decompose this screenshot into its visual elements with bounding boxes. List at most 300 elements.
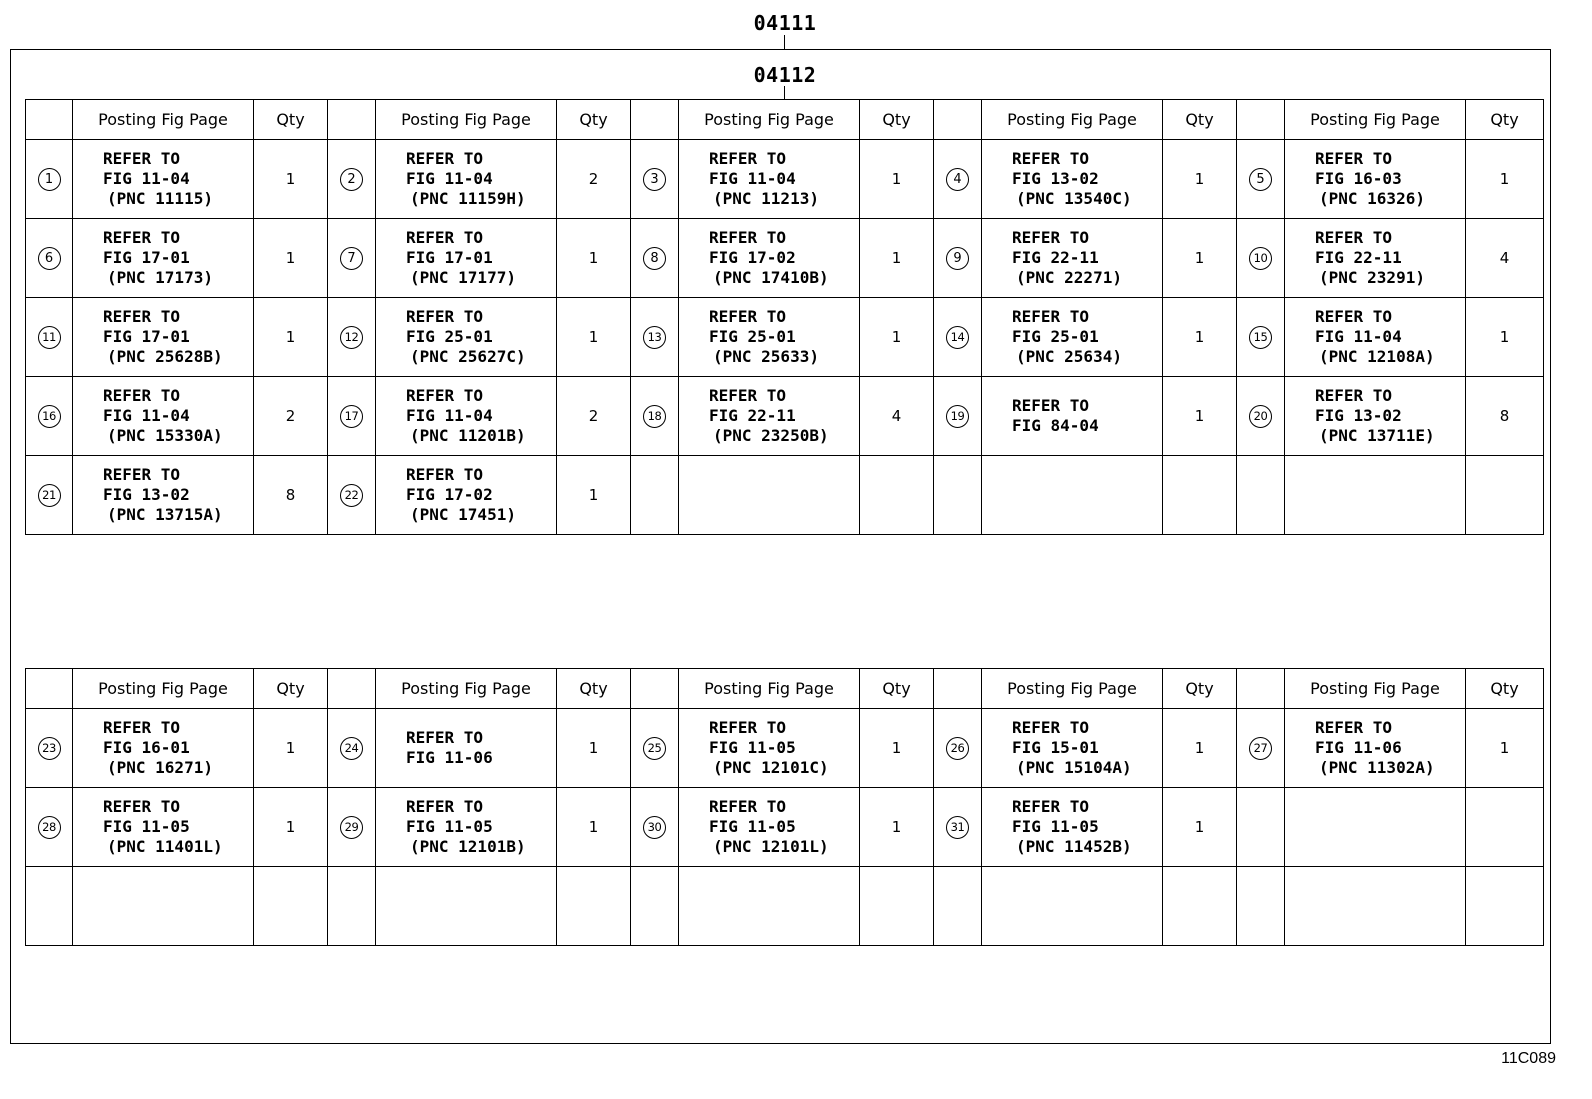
fig-reference: FIG 11-04 (406, 406, 493, 425)
posting-fig-cell (376, 298, 557, 377)
posting-fig-cell (982, 456, 1163, 535)
item-number-cell (328, 709, 376, 788)
item-number-cell (1237, 456, 1285, 535)
item-number-badge: 27 (1249, 737, 1272, 760)
refer-to-text: REFER TO (1012, 149, 1090, 168)
qty-cell (1466, 788, 1544, 867)
header-posting-fig-page: Posting Fig Page (679, 100, 860, 140)
posting-fig-cell (1285, 298, 1466, 377)
posting-fig-cell (73, 140, 254, 219)
item-number-badge: 18 (643, 405, 666, 428)
header-number-cell (328, 669, 376, 709)
refer-to-text: REFER TO (709, 797, 787, 816)
fig-reference: FIG 15-01 (1012, 738, 1099, 757)
posting-fig-cell (376, 788, 557, 867)
posting-fig-cell (1285, 140, 1466, 219)
pnc-reference: (PNC 25628B) (107, 347, 223, 366)
qty-value: 1 (588, 249, 599, 267)
qty-cell (1466, 298, 1544, 377)
pnc-reference: (PNC 17177) (410, 268, 516, 287)
pnc-reference: (PNC 11201B) (410, 426, 526, 445)
refer-to-text: REFER TO (709, 307, 787, 326)
qty-cell (254, 377, 328, 456)
item-number-badge: 22 (340, 484, 363, 507)
figure-code: 11C089 (1501, 1050, 1556, 1067)
header-number-cell (631, 100, 679, 140)
posting-fig-cell (73, 219, 254, 298)
fig-reference: FIG 25-01 (406, 327, 493, 346)
posting-fig-cell (982, 140, 1163, 219)
item-number-cell (328, 377, 376, 456)
posting-fig-cell (679, 456, 860, 535)
item-number-cell (328, 788, 376, 867)
pnc-reference: (PNC 15330A) (107, 426, 223, 445)
qty-cell (557, 219, 631, 298)
qty-value: 1 (1194, 818, 1205, 836)
item-number-cell (934, 709, 982, 788)
qty-cell (557, 709, 631, 788)
qty-value: 1 (891, 249, 902, 267)
qty-value: 1 (588, 486, 599, 504)
header-number-cell (26, 100, 73, 140)
item-number-badge: 19 (946, 405, 969, 428)
fig-reference: FIG 25-01 (1012, 327, 1099, 346)
item-number-badge: 29 (340, 816, 363, 839)
posting-fig-cell (679, 709, 860, 788)
pnc-reference: (PNC 11401L) (107, 837, 223, 856)
refer-to-text: REFER TO (406, 228, 484, 247)
pnc-reference: (PNC 25627C) (410, 347, 526, 366)
refer-to-text: REFER TO (709, 718, 787, 737)
posting-fig-cell (679, 377, 860, 456)
item-number-cell (328, 456, 376, 535)
posting-fig-cell (1285, 788, 1466, 867)
refer-to-text: REFER TO (103, 228, 181, 247)
pnc-reference: (PNC 16271) (107, 758, 213, 777)
item-number-badge: 30 (643, 816, 666, 839)
posting-fig-cell (73, 298, 254, 377)
posting-fig-cell (73, 788, 254, 867)
item-number-cell (934, 219, 982, 298)
refer-to-text: REFER TO (406, 797, 484, 816)
qty-cell (254, 867, 328, 946)
fig-reference: FIG 11-06 (406, 748, 493, 767)
qty-value: 1 (588, 328, 599, 346)
item-number-cell (1237, 377, 1285, 456)
posting-fig-cell (679, 788, 860, 867)
item-number-cell (631, 377, 679, 456)
qty-value: 1 (285, 249, 296, 267)
item-number-cell (934, 377, 982, 456)
pnc-reference: (PNC 11115) (107, 189, 213, 208)
item-number-badge: 31 (946, 816, 969, 839)
qty-cell (860, 709, 934, 788)
posting-fig-cell (1285, 867, 1466, 946)
fig-reference: FIG 11-05 (103, 817, 190, 836)
fig-reference: FIG 11-04 (103, 169, 190, 188)
refer-to-text: REFER TO (406, 728, 484, 747)
header-posting-fig-page: Posting Fig Page (73, 669, 254, 709)
item-number-cell (934, 456, 982, 535)
header-number-cell (934, 100, 982, 140)
refer-to-text: REFER TO (1012, 718, 1090, 737)
qty-cell (1163, 456, 1237, 535)
refer-to-text: REFER TO (406, 307, 484, 326)
refer-to-text: REFER TO (1012, 797, 1090, 816)
fig-reference: FIG 13-02 (103, 485, 190, 504)
posting-fig-cell (376, 219, 557, 298)
refer-to-text: REFER TO (103, 797, 181, 816)
item-number-badge: 13 (643, 326, 666, 349)
refer-to-text: REFER TO (103, 465, 181, 484)
item-number-cell (328, 140, 376, 219)
header-qty: Qty (557, 100, 631, 140)
fig-reference: FIG 11-04 (709, 169, 796, 188)
qty-cell (557, 140, 631, 219)
qty-value: 1 (1194, 249, 1205, 267)
qty-value: 1 (1499, 739, 1510, 757)
refer-to-text: REFER TO (709, 149, 787, 168)
fig-reference: FIG 22-11 (709, 406, 796, 425)
qty-value: 1 (1499, 170, 1510, 188)
qty-value: 4 (1499, 249, 1510, 267)
item-number-cell (26, 298, 73, 377)
item-number-badge: 10 (1249, 247, 1272, 270)
header-posting-fig-page: Posting Fig Page (679, 669, 860, 709)
header-number-cell (328, 100, 376, 140)
qty-value: 1 (891, 328, 902, 346)
pnc-reference: (PNC 23291) (1319, 268, 1425, 287)
qty-cell (557, 377, 631, 456)
pnc-reference: (PNC 13711E) (1319, 426, 1435, 445)
qty-cell (860, 377, 934, 456)
item-number-badge: 15 (1249, 326, 1272, 349)
pnc-reference: (PNC 11452B) (1016, 837, 1132, 856)
fig-reference: FIG 17-02 (709, 248, 796, 267)
posting-fig-cell (679, 298, 860, 377)
qty-value: 1 (1194, 739, 1205, 757)
qty-cell (1163, 788, 1237, 867)
item-number-badge: 4 (946, 168, 969, 191)
header-qty: Qty (860, 669, 934, 709)
qty-cell (557, 867, 631, 946)
qty-value: 2 (588, 407, 599, 425)
fig-reference: FIG 13-02 (1315, 406, 1402, 425)
header-number-cell (26, 669, 73, 709)
table-row (26, 298, 1544, 377)
refer-to-text: REFER TO (103, 718, 181, 737)
item-number-badge: 2 (340, 168, 363, 191)
qty-cell (860, 867, 934, 946)
qty-value: 1 (588, 739, 599, 757)
posting-fig-cell (679, 867, 860, 946)
posting-fig-cell (982, 298, 1163, 377)
fig-reference: FIG 22-11 (1012, 248, 1099, 267)
header-number-cell (1237, 669, 1285, 709)
table-row (26, 377, 1544, 456)
fig-reference: FIG 11-06 (1315, 738, 1402, 757)
header-qty: Qty (254, 669, 328, 709)
item-number-cell (1237, 867, 1285, 946)
fig-reference: FIG 22-11 (1315, 248, 1402, 267)
pnc-reference: (PNC 15104A) (1016, 758, 1132, 777)
item-number-cell (1237, 788, 1285, 867)
pnc-reference: (PNC 12108A) (1319, 347, 1435, 366)
item-number-badge: 9 (946, 247, 969, 270)
qty-cell (1466, 219, 1544, 298)
fig-reference: FIG 17-01 (103, 327, 190, 346)
item-number-badge: 7 (340, 247, 363, 270)
header-qty: Qty (1163, 669, 1237, 709)
table-row (26, 140, 1544, 219)
posting-fig-cell (982, 219, 1163, 298)
pnc-reference: (PNC 13540C) (1016, 189, 1132, 208)
qty-cell (254, 219, 328, 298)
item-number-badge: 24 (340, 737, 363, 760)
item-number-cell (1237, 709, 1285, 788)
qty-value: 1 (1194, 328, 1205, 346)
item-number-badge: 3 (643, 168, 666, 191)
item-number-cell (26, 456, 73, 535)
fig-reference: FIG 16-01 (103, 738, 190, 757)
table-row (26, 867, 1544, 946)
pnc-reference: (PNC 12101C) (713, 758, 829, 777)
table-row (26, 219, 1544, 298)
refer-to-text: REFER TO (1012, 396, 1090, 415)
refer-to-text: REFER TO (406, 386, 484, 405)
qty-cell (1466, 377, 1544, 456)
header-posting-fig-page: Posting Fig Page (376, 669, 557, 709)
item-number-badge: 20 (1249, 405, 1272, 428)
item-number-cell (1237, 219, 1285, 298)
item-number-cell (1237, 140, 1285, 219)
pnc-reference: (PNC 25634) (1016, 347, 1122, 366)
pnc-reference: (PNC 13715A) (107, 505, 223, 524)
fig-reference: FIG 11-04 (1315, 327, 1402, 346)
item-number-badge: 14 (946, 326, 969, 349)
qty-value: 1 (891, 739, 902, 757)
item-number-badge: 17 (340, 405, 363, 428)
pnc-reference: (PNC 23250B) (713, 426, 829, 445)
item-number-cell (631, 219, 679, 298)
qty-cell (1163, 867, 1237, 946)
header-qty: Qty (1163, 100, 1237, 140)
item-number-cell (26, 709, 73, 788)
qty-cell (860, 140, 934, 219)
qty-value: 1 (588, 818, 599, 836)
item-number-badge: 21 (38, 484, 61, 507)
refer-to-text: REFER TO (1315, 718, 1393, 737)
pnc-reference: (PNC 22271) (1016, 268, 1122, 287)
posting-fig-cell (73, 709, 254, 788)
header-posting-fig-page: Posting Fig Page (1285, 669, 1466, 709)
qty-value: 1 (891, 170, 902, 188)
header-row (26, 100, 1544, 140)
item-number-badge: 26 (946, 737, 969, 760)
item-number-cell (934, 788, 982, 867)
table-row (26, 456, 1544, 535)
item-number-cell (631, 867, 679, 946)
qty-cell (860, 456, 934, 535)
posting-fig-cell (73, 867, 254, 946)
item-number-badge: 6 (38, 247, 61, 270)
posting-fig-cell (376, 867, 557, 946)
pnc-reference: (PNC 11302A) (1319, 758, 1435, 777)
top-ref-leader (784, 35, 785, 49)
qty-value: 2 (285, 407, 296, 425)
qty-cell (254, 298, 328, 377)
header-number-cell (934, 669, 982, 709)
posting-fig-cell (376, 140, 557, 219)
header-qty: Qty (1466, 669, 1544, 709)
qty-value: 1 (891, 818, 902, 836)
posting-fig-cell (982, 867, 1163, 946)
item-number-badge: 12 (340, 326, 363, 349)
item-number-cell (631, 456, 679, 535)
qty-value: 1 (1499, 328, 1510, 346)
qty-cell (1466, 140, 1544, 219)
qty-value: 1 (1194, 407, 1205, 425)
refer-to-text: REFER TO (1315, 228, 1393, 247)
fig-reference: FIG 17-01 (406, 248, 493, 267)
qty-cell (1466, 867, 1544, 946)
fig-reference: FIG 25-01 (709, 327, 796, 346)
posting-fig-cell (1285, 377, 1466, 456)
qty-cell (1466, 456, 1544, 535)
refer-to-text: REFER TO (709, 228, 787, 247)
posting-fig-cell (73, 377, 254, 456)
table-row (26, 788, 1544, 867)
posting-fig-cell (376, 709, 557, 788)
fig-reference: FIG 13-02 (1012, 169, 1099, 188)
refer-to-text: REFER TO (1012, 307, 1090, 326)
item-number-cell (631, 788, 679, 867)
fig-reference: FIG 11-05 (709, 817, 796, 836)
item-number-badge: 1 (38, 168, 61, 191)
posting-table-1 (25, 99, 1544, 535)
pnc-reference: (PNC 11159H) (410, 189, 526, 208)
item-number-badge: 8 (643, 247, 666, 270)
header-qty: Qty (557, 669, 631, 709)
header-number-cell (631, 669, 679, 709)
pnc-reference: (PNC 17451) (410, 505, 516, 524)
item-number-cell (934, 867, 982, 946)
fig-reference: FIG 11-04 (103, 406, 190, 425)
qty-value: 8 (1499, 407, 1510, 425)
top-ref-label: 04111 (753, 11, 817, 35)
qty-value: 2 (588, 170, 599, 188)
item-number-cell (934, 298, 982, 377)
pnc-reference: (PNC 16326) (1319, 189, 1425, 208)
item-number-cell (1237, 298, 1285, 377)
item-number-cell (934, 140, 982, 219)
posting-fig-cell (982, 709, 1163, 788)
item-number-cell (26, 867, 73, 946)
item-number-cell (328, 298, 376, 377)
refer-to-text: REFER TO (1315, 149, 1393, 168)
qty-cell (254, 709, 328, 788)
item-number-cell (26, 377, 73, 456)
posting-fig-cell (679, 140, 860, 219)
qty-value: 1 (1194, 170, 1205, 188)
item-number-cell (328, 867, 376, 946)
item-number-badge: 25 (643, 737, 666, 760)
header-row (26, 669, 1544, 709)
qty-cell (1163, 377, 1237, 456)
qty-cell (860, 788, 934, 867)
qty-cell (557, 788, 631, 867)
item-number-badge: 11 (38, 326, 61, 349)
item-number-cell (328, 219, 376, 298)
qty-value: 4 (891, 407, 902, 425)
header-posting-fig-page: Posting Fig Page (982, 100, 1163, 140)
pnc-reference: (PNC 25633) (713, 347, 819, 366)
inner-ref-leader (784, 86, 785, 99)
pnc-reference: (PNC 11213) (713, 189, 819, 208)
item-number-cell (26, 140, 73, 219)
posting-fig-cell (1285, 219, 1466, 298)
qty-value: 1 (285, 818, 296, 836)
posting-fig-cell (73, 456, 254, 535)
item-number-cell (26, 219, 73, 298)
item-number-badge: 5 (1249, 168, 1272, 191)
item-number-cell (631, 140, 679, 219)
fig-reference: FIG 17-01 (103, 248, 190, 267)
qty-cell (1163, 140, 1237, 219)
posting-fig-cell (376, 456, 557, 535)
header-posting-fig-page: Posting Fig Page (982, 669, 1163, 709)
header-posting-fig-page: Posting Fig Page (376, 100, 557, 140)
header-qty: Qty (1466, 100, 1544, 140)
refer-to-text: REFER TO (406, 465, 484, 484)
fig-reference: FIG 11-04 (406, 169, 493, 188)
fig-reference: FIG 17-02 (406, 485, 493, 504)
qty-value: 1 (285, 739, 296, 757)
pnc-reference: (PNC 12101L) (713, 837, 829, 856)
item-number-cell (631, 298, 679, 377)
fig-reference: FIG 11-05 (1012, 817, 1099, 836)
qty-cell (1163, 219, 1237, 298)
item-number-cell (631, 709, 679, 788)
item-number-cell (26, 788, 73, 867)
header-qty: Qty (254, 100, 328, 140)
refer-to-text: REFER TO (103, 149, 181, 168)
posting-fig-cell (376, 377, 557, 456)
refer-to-text: REFER TO (709, 386, 787, 405)
refer-to-text: REFER TO (103, 307, 181, 326)
qty-cell (860, 298, 934, 377)
inner-ref-label: 04112 (753, 63, 817, 87)
fig-reference: FIG 84-04 (1012, 416, 1099, 435)
refer-to-text: REFER TO (1012, 228, 1090, 247)
fig-reference: FIG 16-03 (1315, 169, 1402, 188)
header-posting-fig-page: Posting Fig Page (1285, 100, 1466, 140)
qty-value: 1 (285, 170, 296, 188)
refer-to-text: REFER TO (1315, 386, 1393, 405)
qty-value: 1 (285, 328, 296, 346)
posting-fig-cell (1285, 456, 1466, 535)
posting-table-2 (25, 668, 1544, 946)
refer-to-text: REFER TO (1315, 307, 1393, 326)
qty-cell (557, 298, 631, 377)
refer-to-text: REFER TO (406, 149, 484, 168)
qty-value: 8 (285, 486, 296, 504)
fig-reference: FIG 11-05 (406, 817, 493, 836)
pnc-reference: (PNC 12101B) (410, 837, 526, 856)
pnc-reference: (PNC 17410B) (713, 268, 829, 287)
qty-cell (1163, 709, 1237, 788)
fig-reference: FIG 11-05 (709, 738, 796, 757)
